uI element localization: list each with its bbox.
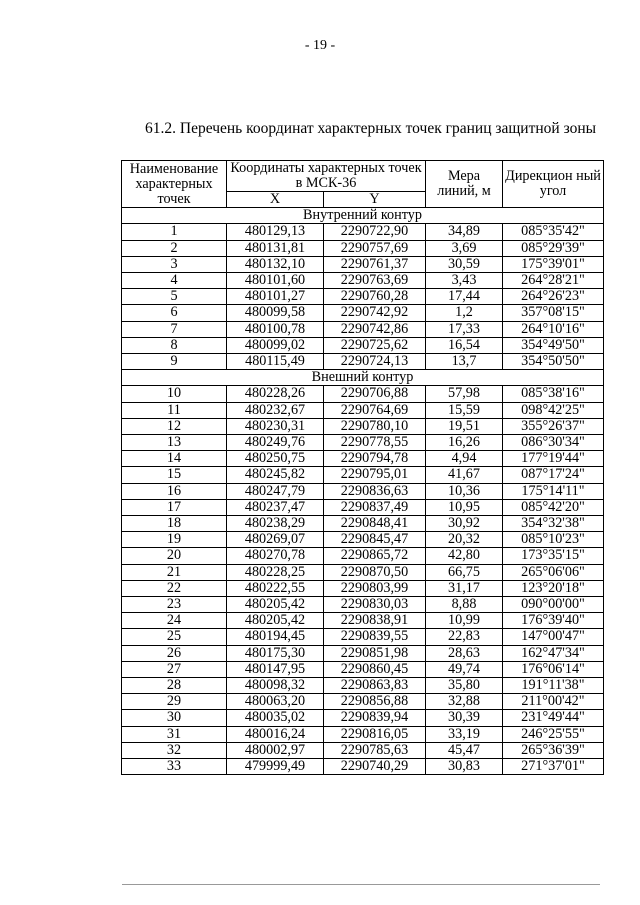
direction-angle-cell: 176°06'14" bbox=[503, 661, 604, 677]
point-number-cell: 27 bbox=[122, 661, 227, 677]
coord-y-cell: 2290860,45 bbox=[324, 661, 426, 677]
line-length-cell: 3,69 bbox=[426, 240, 503, 256]
point-number-cell: 30 bbox=[122, 710, 227, 726]
coord-x-cell: 480222,55 bbox=[227, 580, 324, 596]
point-number-cell: 26 bbox=[122, 645, 227, 661]
coord-y-cell: 2290838,91 bbox=[324, 613, 426, 629]
table-row bbox=[122, 273, 604, 289]
point-number-cell: 21 bbox=[122, 564, 227, 580]
line-length-cell: 49,74 bbox=[426, 661, 503, 677]
coord-x-cell: 480249,76 bbox=[227, 435, 324, 451]
direction-angle-cell: 264°10'16" bbox=[503, 321, 604, 337]
coord-x-cell: 480002,97 bbox=[227, 742, 324, 758]
coord-y-cell: 2290778,55 bbox=[324, 435, 426, 451]
direction-angle-cell: 177°19'44" bbox=[503, 451, 604, 467]
table-row bbox=[122, 597, 604, 613]
coord-y-cell: 2290757,69 bbox=[324, 240, 426, 256]
direction-angle-cell: 090°00'00" bbox=[503, 597, 604, 613]
line-length-cell: 1,2 bbox=[426, 305, 503, 321]
coord-y-cell: 2290830,03 bbox=[324, 597, 426, 613]
table-header bbox=[122, 161, 604, 208]
coord-x-cell: 480147,95 bbox=[227, 661, 324, 677]
coord-y-cell: 2290848,41 bbox=[324, 516, 426, 532]
table-row bbox=[122, 532, 604, 548]
direction-angle-cell: 355°26'37" bbox=[503, 418, 604, 434]
line-length-cell: 22,83 bbox=[426, 629, 503, 645]
table-row bbox=[122, 467, 604, 483]
coord-y-cell: 2290763,69 bbox=[324, 273, 426, 289]
coord-y-cell: 2290761,37 bbox=[324, 256, 426, 272]
direction-angle-cell: 357°08'15" bbox=[503, 305, 604, 321]
direction-angle-cell: 354°49'50" bbox=[503, 337, 604, 353]
point-number-cell: 2 bbox=[122, 240, 227, 256]
coord-x-cell: 480129,13 bbox=[227, 224, 324, 240]
table-row bbox=[122, 321, 604, 337]
coord-x-cell: 480205,42 bbox=[227, 613, 324, 629]
coord-y-cell: 2290742,92 bbox=[324, 305, 426, 321]
point-number-cell: 24 bbox=[122, 613, 227, 629]
point-number-cell: 4 bbox=[122, 273, 227, 289]
direction-angle-cell: 211°00'42" bbox=[503, 694, 604, 710]
point-number-cell: 33 bbox=[122, 759, 227, 775]
table-row bbox=[122, 305, 604, 321]
coord-x-cell: 479999,49 bbox=[227, 759, 324, 775]
line-length-cell: 30,83 bbox=[426, 759, 503, 775]
direction-angle-cell: 098°42'25" bbox=[503, 402, 604, 418]
coord-x-cell: 480205,42 bbox=[227, 597, 324, 613]
direction-angle-cell: 175°39'01" bbox=[503, 256, 604, 272]
coord-y-cell: 2290706,88 bbox=[324, 386, 426, 402]
table-row bbox=[122, 435, 604, 451]
direction-angle-cell: 265°06'06" bbox=[503, 564, 604, 580]
table-row bbox=[122, 386, 604, 402]
point-number-cell: 16 bbox=[122, 483, 227, 499]
coord-x-cell: 480063,20 bbox=[227, 694, 324, 710]
line-length-cell: 4,94 bbox=[426, 451, 503, 467]
coord-x-cell: 480099,02 bbox=[227, 337, 324, 353]
point-number-cell: 10 bbox=[122, 386, 227, 402]
coord-x-cell: 480230,31 bbox=[227, 418, 324, 434]
point-number-cell: 17 bbox=[122, 499, 227, 515]
table-row bbox=[122, 289, 604, 305]
line-length-cell: 19,51 bbox=[426, 418, 503, 434]
table-row bbox=[122, 759, 604, 775]
coord-x-cell: 480101,27 bbox=[227, 289, 324, 305]
direction-angle-cell: 191°11'38" bbox=[503, 678, 604, 694]
direction-angle-cell: 264°28'21" bbox=[503, 273, 604, 289]
coord-y-cell: 2290785,63 bbox=[324, 742, 426, 758]
line-length-cell: 42,80 bbox=[426, 548, 503, 564]
line-length-cell: 16,26 bbox=[426, 435, 503, 451]
coord-y-cell: 2290760,28 bbox=[324, 289, 426, 305]
point-number-cell: 5 bbox=[122, 289, 227, 305]
table-row bbox=[122, 402, 604, 418]
line-length-cell: 41,67 bbox=[426, 467, 503, 483]
coord-y-cell: 2290740,29 bbox=[324, 759, 426, 775]
coord-y-cell: 2290780,10 bbox=[324, 418, 426, 434]
table-row bbox=[122, 337, 604, 353]
coord-y-cell: 2290839,94 bbox=[324, 710, 426, 726]
table-row bbox=[122, 613, 604, 629]
coord-y-cell: 2290837,49 bbox=[324, 499, 426, 515]
section-title-cell: Внешний контур bbox=[122, 370, 604, 386]
line-length-cell: 17,33 bbox=[426, 321, 503, 337]
point-number-cell: 31 bbox=[122, 726, 227, 742]
table-row bbox=[122, 661, 604, 677]
direction-angle-cell: 271°37'01" bbox=[503, 759, 604, 775]
direction-angle-cell: 246°25'55" bbox=[503, 726, 604, 742]
table-row bbox=[122, 483, 604, 499]
coord-y-cell: 2290795,01 bbox=[324, 467, 426, 483]
line-length-cell: 3,43 bbox=[426, 273, 503, 289]
coord-x-cell: 480245,82 bbox=[227, 467, 324, 483]
direction-angle-cell: 085°29'39" bbox=[503, 240, 604, 256]
line-length-cell: 35,80 bbox=[426, 678, 503, 694]
table-row bbox=[122, 354, 604, 370]
table-row bbox=[122, 564, 604, 580]
point-number-cell: 19 bbox=[122, 532, 227, 548]
coord-x-cell: 480250,75 bbox=[227, 451, 324, 467]
table-row bbox=[122, 678, 604, 694]
direction-angle-cell: 085°10'23" bbox=[503, 532, 604, 548]
direction-angle-cell: 085°35'42" bbox=[503, 224, 604, 240]
point-number-cell: 18 bbox=[122, 516, 227, 532]
point-number-cell: 14 bbox=[122, 451, 227, 467]
coord-y-cell: 2290724,13 bbox=[324, 354, 426, 370]
coord-y-cell: 2290851,98 bbox=[324, 645, 426, 661]
line-length-cell: 16,54 bbox=[426, 337, 503, 353]
coord-x-cell: 480099,58 bbox=[227, 305, 324, 321]
coord-y-cell: 2290856,88 bbox=[324, 694, 426, 710]
direction-angle-cell: 173°35'15" bbox=[503, 548, 604, 564]
line-length-cell: 28,63 bbox=[426, 645, 503, 661]
header-coordinates: Координаты характерных точек в МСК-36 bbox=[227, 161, 426, 192]
table-row bbox=[122, 256, 604, 272]
table-row bbox=[122, 694, 604, 710]
line-length-cell: 30,92 bbox=[426, 516, 503, 532]
point-number-cell: 1 bbox=[122, 224, 227, 240]
point-number-cell: 3 bbox=[122, 256, 227, 272]
header-x: X bbox=[227, 192, 324, 208]
coord-x-cell: 480237,47 bbox=[227, 499, 324, 515]
point-number-cell: 23 bbox=[122, 597, 227, 613]
direction-angle-cell: 176°39'40" bbox=[503, 613, 604, 629]
coord-x-cell: 480270,78 bbox=[227, 548, 324, 564]
direction-angle-cell: 087°17'24" bbox=[503, 467, 604, 483]
direction-angle-cell: 231°49'44" bbox=[503, 710, 604, 726]
line-length-cell: 30,59 bbox=[426, 256, 503, 272]
point-number-cell: 20 bbox=[122, 548, 227, 564]
direction-angle-cell: 265°36'39" bbox=[503, 742, 604, 758]
line-length-cell: 31,17 bbox=[426, 580, 503, 596]
coord-x-cell: 480232,67 bbox=[227, 402, 324, 418]
point-number-cell: 15 bbox=[122, 467, 227, 483]
coord-x-cell: 480247,79 bbox=[227, 483, 324, 499]
line-length-cell: 34,89 bbox=[426, 224, 503, 240]
page-number: - 19 - bbox=[304, 38, 336, 53]
coord-x-cell: 480175,30 bbox=[227, 645, 324, 661]
section-header-row bbox=[122, 370, 604, 386]
point-number-cell: 29 bbox=[122, 694, 227, 710]
line-length-cell: 17,44 bbox=[426, 289, 503, 305]
section-title-cell: Внутренний контур bbox=[122, 208, 604, 224]
table-row bbox=[122, 710, 604, 726]
coord-y-cell: 2290845,47 bbox=[324, 532, 426, 548]
coord-y-cell: 2290725,62 bbox=[324, 337, 426, 353]
direction-angle-cell: 147°00'47" bbox=[503, 629, 604, 645]
table-row bbox=[122, 240, 604, 256]
point-number-cell: 25 bbox=[122, 629, 227, 645]
header-point-name: Наименование характерных точек bbox=[122, 161, 227, 208]
header-direction-angle: Дирекцион ный угол bbox=[503, 161, 604, 208]
line-length-cell: 32,88 bbox=[426, 694, 503, 710]
direction-angle-cell: 086°30'34" bbox=[503, 435, 604, 451]
direction-angle-cell: 354°32'38" bbox=[503, 516, 604, 532]
point-number-cell: 11 bbox=[122, 402, 227, 418]
coord-y-cell: 2290836,63 bbox=[324, 483, 426, 499]
coord-x-cell: 480101,60 bbox=[227, 273, 324, 289]
table-row bbox=[122, 580, 604, 596]
coord-x-cell: 480016,24 bbox=[227, 726, 324, 742]
section-header-row bbox=[122, 208, 604, 224]
line-length-cell: 20,32 bbox=[426, 532, 503, 548]
section-title: 61.2. Перечень координат характерных точек границ защитной зоны bbox=[145, 120, 597, 137]
line-length-cell: 10,36 bbox=[426, 483, 503, 499]
coord-x-cell: 480132,10 bbox=[227, 256, 324, 272]
coord-x-cell: 480269,07 bbox=[227, 532, 324, 548]
header-line-length: Мера линий, м bbox=[426, 161, 503, 208]
coord-x-cell: 480228,25 bbox=[227, 564, 324, 580]
header-y: Y bbox=[324, 192, 426, 208]
line-length-cell: 8,88 bbox=[426, 597, 503, 613]
line-length-cell: 33,19 bbox=[426, 726, 503, 742]
table-row bbox=[122, 418, 604, 434]
line-length-cell: 13,7 bbox=[426, 354, 503, 370]
direction-angle-cell: 175°14'11" bbox=[503, 483, 604, 499]
line-length-cell: 57,98 bbox=[426, 386, 503, 402]
direction-angle-cell: 085°42'20" bbox=[503, 499, 604, 515]
table-row bbox=[122, 499, 604, 515]
coord-y-cell: 2290794,78 bbox=[324, 451, 426, 467]
bottom-rule bbox=[122, 884, 600, 885]
table-row bbox=[122, 224, 604, 240]
point-number-cell: 6 bbox=[122, 305, 227, 321]
direction-angle-cell: 123°20'18" bbox=[503, 580, 604, 596]
coord-y-cell: 2290816,05 bbox=[324, 726, 426, 742]
point-number-cell: 8 bbox=[122, 337, 227, 353]
point-number-cell: 13 bbox=[122, 435, 227, 451]
point-number-cell: 12 bbox=[122, 418, 227, 434]
direction-angle-cell: 162°47'34" bbox=[503, 645, 604, 661]
line-length-cell: 66,75 bbox=[426, 564, 503, 580]
coord-y-cell: 2290839,55 bbox=[324, 629, 426, 645]
point-number-cell: 32 bbox=[122, 742, 227, 758]
coord-x-cell: 480131,81 bbox=[227, 240, 324, 256]
line-length-cell: 10,99 bbox=[426, 613, 503, 629]
point-number-cell: 28 bbox=[122, 678, 227, 694]
coord-x-cell: 480098,32 bbox=[227, 678, 324, 694]
point-number-cell: 7 bbox=[122, 321, 227, 337]
coord-y-cell: 2290764,69 bbox=[324, 402, 426, 418]
line-length-cell: 10,95 bbox=[426, 499, 503, 515]
coord-x-cell: 480115,49 bbox=[227, 354, 324, 370]
table-row bbox=[122, 645, 604, 661]
table-row bbox=[122, 548, 604, 564]
coord-y-cell: 2290742,86 bbox=[324, 321, 426, 337]
line-length-cell: 30,39 bbox=[426, 710, 503, 726]
coordinates-table bbox=[121, 160, 604, 775]
point-number-cell: 9 bbox=[122, 354, 227, 370]
table-row bbox=[122, 629, 604, 645]
table-row bbox=[122, 451, 604, 467]
direction-angle-cell: 354°50'50" bbox=[503, 354, 604, 370]
coord-x-cell: 480035,02 bbox=[227, 710, 324, 726]
table-row bbox=[122, 516, 604, 532]
coord-x-cell: 480238,29 bbox=[227, 516, 324, 532]
coord-y-cell: 2290863,83 bbox=[324, 678, 426, 694]
coord-y-cell: 2290870,50 bbox=[324, 564, 426, 580]
coord-x-cell: 480194,45 bbox=[227, 629, 324, 645]
direction-angle-cell: 085°38'16" bbox=[503, 386, 604, 402]
point-number-cell: 22 bbox=[122, 580, 227, 596]
coord-x-cell: 480228,26 bbox=[227, 386, 324, 402]
coord-y-cell: 2290865,72 bbox=[324, 548, 426, 564]
coord-y-cell: 2290722,90 bbox=[324, 224, 426, 240]
table-row bbox=[122, 726, 604, 742]
table-row bbox=[122, 742, 604, 758]
coord-x-cell: 480100,78 bbox=[227, 321, 324, 337]
table-body bbox=[122, 208, 604, 775]
line-length-cell: 45,47 bbox=[426, 742, 503, 758]
direction-angle-cell: 264°26'23" bbox=[503, 289, 604, 305]
coord-y-cell: 2290803,99 bbox=[324, 580, 426, 596]
line-length-cell: 15,59 bbox=[426, 402, 503, 418]
